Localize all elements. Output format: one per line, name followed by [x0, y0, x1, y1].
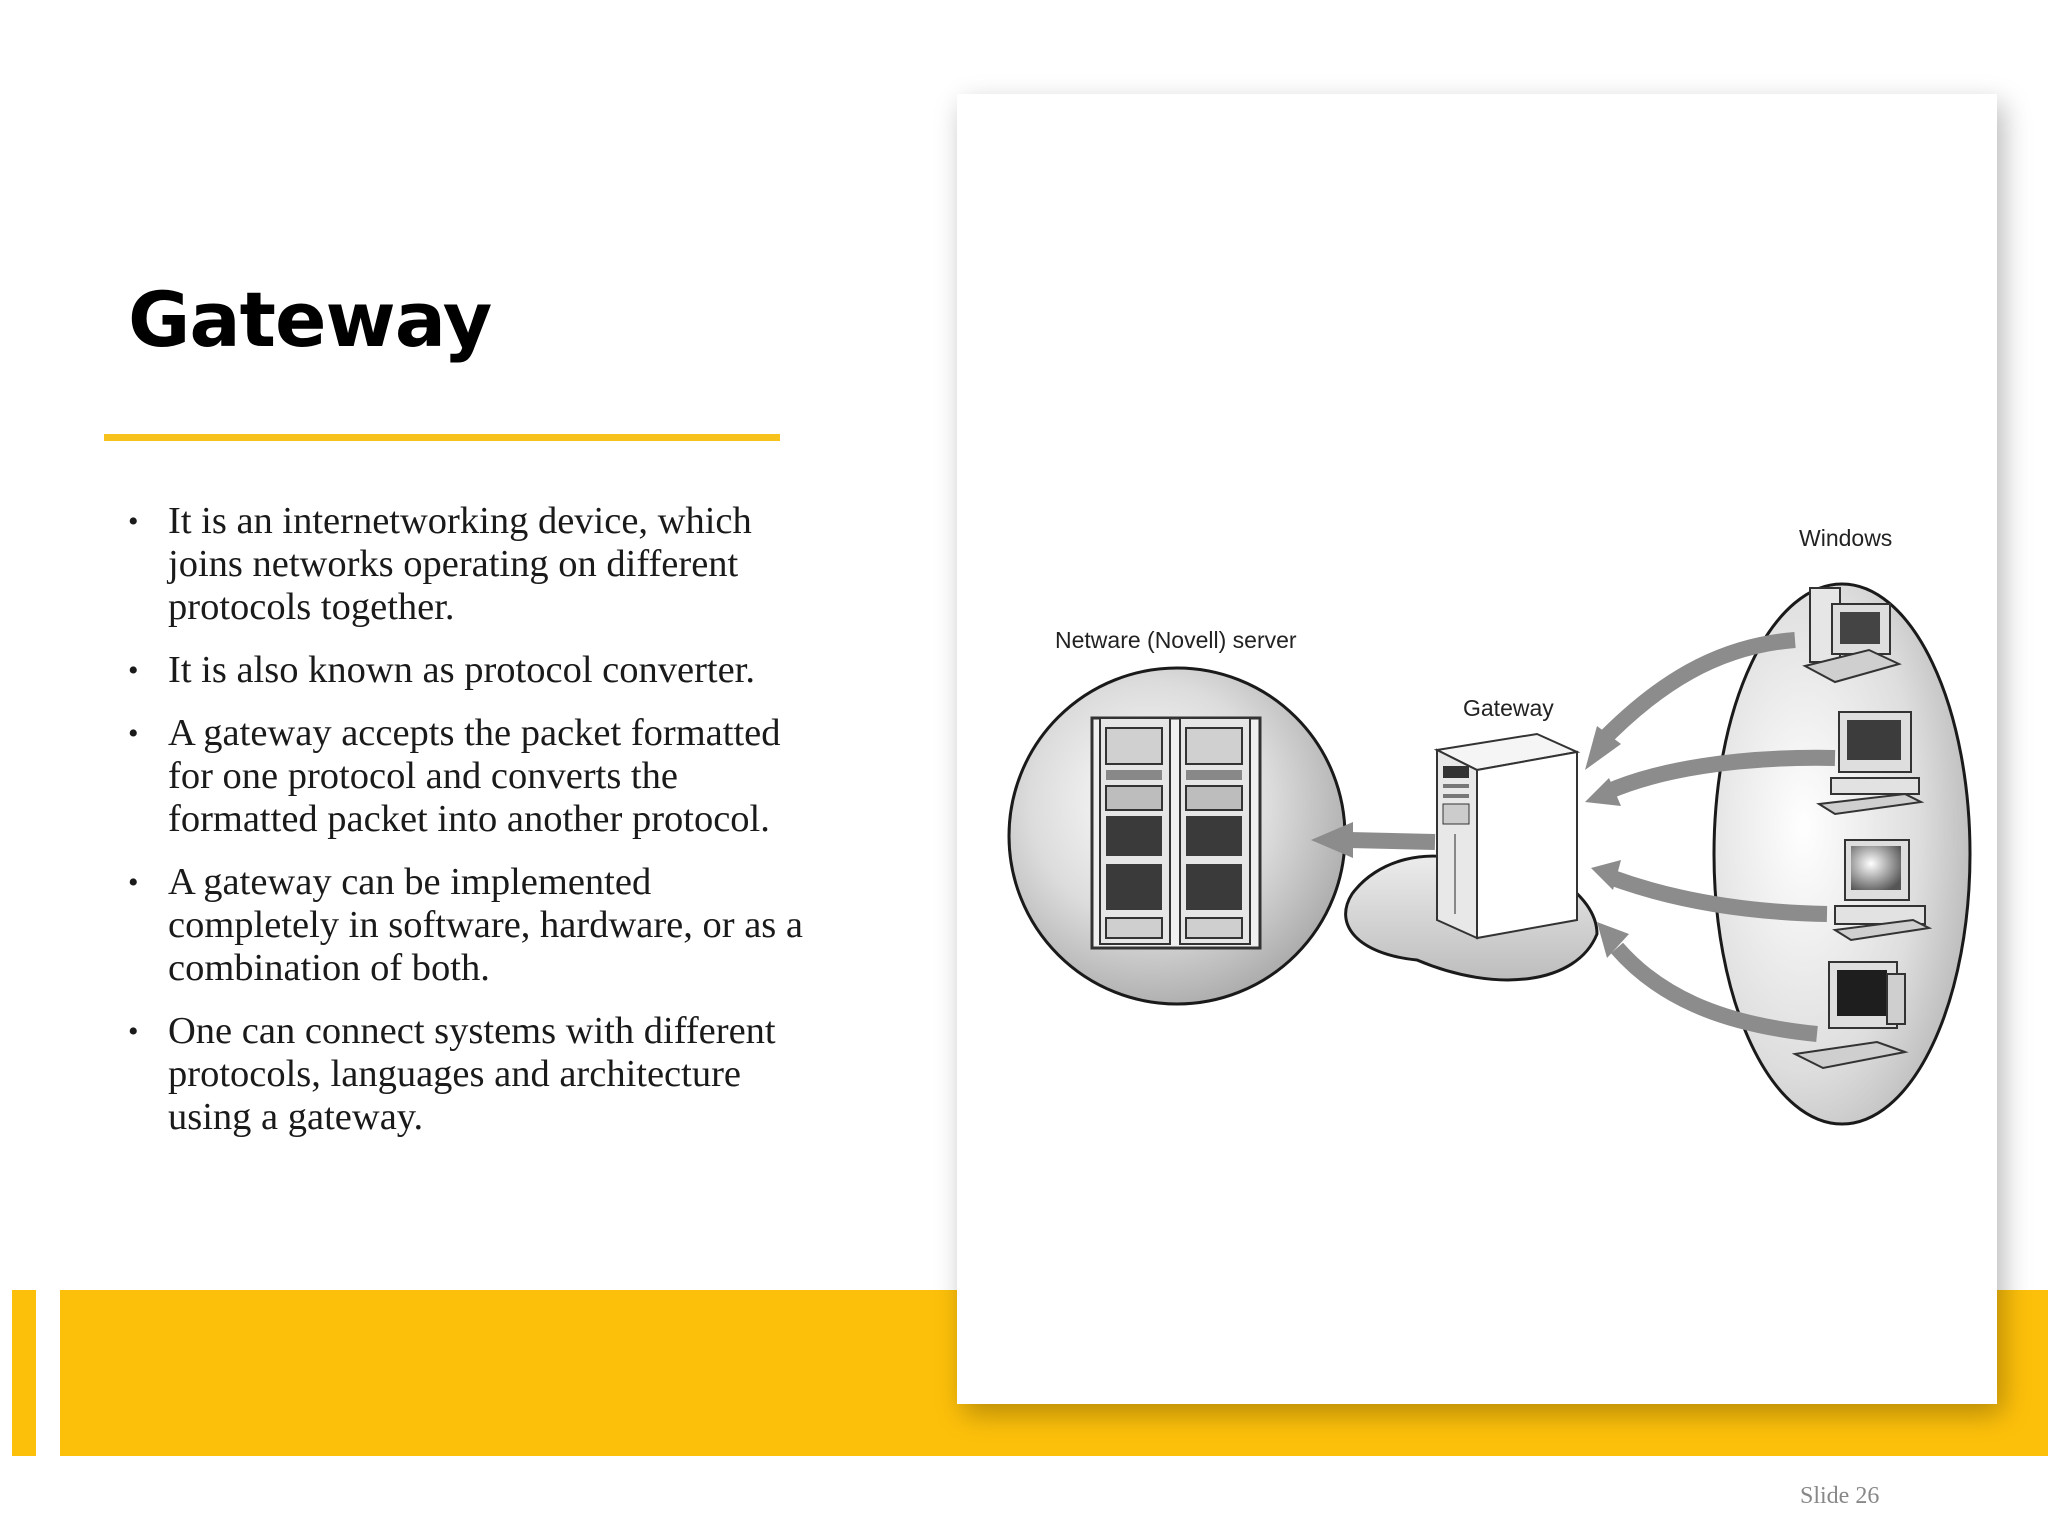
bullet-text: It is an internetworking device, which joins networks operating on different protocols together. [168, 500, 752, 628]
clients-label: Windows [1799, 525, 1893, 551]
arrow-to-server [1349, 840, 1435, 842]
bullet-dot: • [128, 866, 139, 899]
gateway-diagram [957, 94, 1997, 1404]
bullet-dot: • [128, 1015, 139, 1048]
server-rack-icon [1092, 718, 1260, 948]
bullet-text: One can connect systems with different protocols, languages and architecture using a gateway. [168, 1010, 776, 1138]
bullet-text: A gateway can be implemented completely in software, hardware, or as a combination of both. [168, 861, 803, 989]
bullet-dot: • [128, 717, 139, 750]
accent-side-bar [12, 1290, 36, 1456]
clients-group [1714, 525, 1970, 1124]
bullet-item [128, 861, 828, 990]
slide-number: Slide 26 [1800, 1483, 1880, 1509]
gateway-tower-icon [1437, 734, 1577, 938]
bullet-text: A gateway accepts the packet formatted for one protocol and converts the formatted packet into another protocol. [168, 712, 781, 840]
bullet-list [128, 500, 828, 1159]
server-group [1009, 627, 1345, 1004]
bullet-item [128, 712, 828, 841]
gateway-label: Gateway [1463, 695, 1554, 721]
bullet-dot: • [128, 505, 139, 538]
slide-title: Gateway [128, 275, 492, 364]
diagram-panel [957, 94, 1997, 1404]
bullet-item [128, 649, 828, 692]
title-underline [104, 434, 780, 441]
bullet-item [128, 1010, 828, 1139]
bullet-item [128, 500, 828, 629]
bullet-dot: • [128, 654, 139, 687]
server-label: Netware (Novell) server [1055, 627, 1297, 653]
bullet-text: It is also known as protocol converter. [168, 649, 755, 691]
